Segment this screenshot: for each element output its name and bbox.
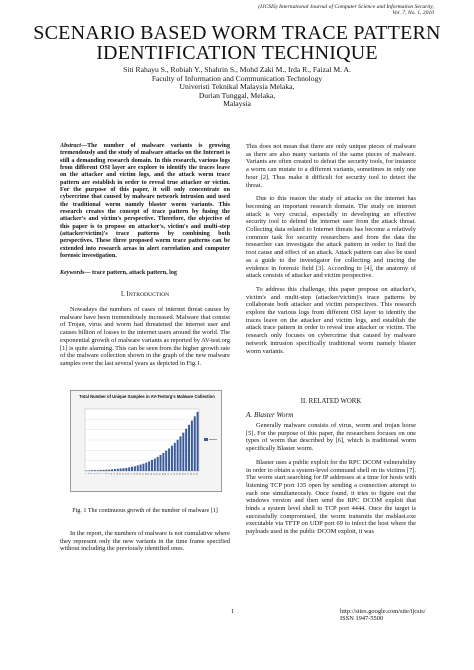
x-tick-label: 17 bbox=[131, 473, 134, 476]
journal-volume: Vol. 7, No. 1, 2010 bbox=[392, 10, 434, 17]
x-tick-label: 20 bbox=[139, 473, 142, 476]
chart-bar bbox=[111, 469, 113, 471]
subsection-title: Blaster Worm bbox=[253, 411, 294, 419]
chart-bar bbox=[85, 470, 87, 471]
affiliation-city: Durian Tunggal, Melaka, bbox=[198, 90, 276, 100]
x-tick-label: 34 bbox=[179, 473, 182, 476]
x-tick-label: 16 bbox=[128, 473, 131, 476]
chart-bar bbox=[165, 451, 167, 471]
body-paragraph: Blaster uses a public exploit for the RPC DCOM vulnerability in order to obtain a system-level command shell on its victims [7]. The worm start searching for IP addresses at a time for hosts with listening TCP port 135 open by sending a connection attempt to each one simultaneously. Once found, it tries to figure out the windows version and then send the RPC DCOM exploit that binds a system level shell to TCP port 4444. Once the target is successfully compromised, the worm transmits the msblast.exe executable via TFTP on UDP port 69 to infect the host where the payloads used in the public DCOM exploit, it was bbox=[246, 458, 416, 536]
chart-bar bbox=[194, 416, 196, 471]
keywords-text: — trace pattern, attack pattern, log bbox=[84, 270, 177, 276]
section-number: I. bbox=[120, 291, 125, 298]
chart-bar bbox=[131, 467, 133, 471]
chart-bar bbox=[120, 468, 122, 471]
chart-bar bbox=[94, 470, 96, 471]
x-tick-label: 8 bbox=[105, 473, 108, 475]
section-title-rest: NTRODUCTION bbox=[128, 292, 170, 298]
footer-issn: ISSN 1947-5500 bbox=[340, 615, 384, 623]
chart-bar bbox=[88, 470, 90, 471]
body-paragraph: Generally malware consists of virus, worm and trojan horse [5]. For the purpose of this paper, the researchers focuses on one types of worm that described by [6], which is traditional worm specifically Blaster worm. bbox=[246, 422, 416, 453]
chart-bar bbox=[188, 425, 190, 471]
chart-bar bbox=[157, 457, 159, 471]
chart-bar bbox=[108, 470, 110, 471]
x-tick-label: 35 bbox=[182, 473, 185, 476]
x-tick-label: 33 bbox=[176, 473, 179, 476]
x-tick-label: 4 bbox=[93, 473, 96, 475]
body-paragraph: This does not mean that there are only unique pieces of malware as there are also many variants of the same pieces of malware. Variants are often created to defeat the security tools, for instance a worm can mutate to a different variants, sometimes in only one hour [2]. Thus make it difficult for security tool to detect the threat. bbox=[246, 143, 416, 189]
chart-bar bbox=[151, 460, 153, 471]
abstract-text: —The number of malware variants is growing tremendously and the study of malware attacks on the Internet is still a demanding research domain. In this research, various logs from different OSI layer are explore to identify the traces leave on the attacker and victim logs, and the attack worm trace pattern are establish in order to reveal true attacker or victim. For the purpose of this paper, it will only concentrate on cybercrime that caused by malware network intrusion and used the traditional worm namely blaster worm variants. This research creates the concept of trace pattern by fusing the attacker's and victim's perspective. Therefore, the objective of this paper is to propose on attacker's, victim's and multi-step (attacker/victim)'s trace patterns by combining both perspectives. These three proposed worm trace patterns can be extended into research areas in alert correlation and computer forensic investigation. bbox=[60, 143, 230, 260]
x-tick-label: 5 bbox=[96, 473, 99, 475]
chart-bar bbox=[185, 429, 187, 471]
intro-paragraph: Nowadays the numbers of cases of internet threat causes by malware have been tremendously increased. Malware that consist of Trojan, virus and worm had threatened the internet user and causes billion of losses to the internet users around the world. The exponential growth of malware variants as reported by AV-test.org [1] is quite alarming. This can be seen from the higher growth rate of the malware collection shown in the graph of the new malware samples over the last several years as depicted in Fig.1. bbox=[60, 306, 230, 367]
x-tick-label: 36 bbox=[185, 473, 188, 476]
journal-name: (IJCSIS) International Journal of Computer Science and Information Security, bbox=[258, 4, 434, 10]
author-block bbox=[40, 66, 434, 109]
x-tick-label: 22 bbox=[145, 473, 148, 476]
chart-bar bbox=[105, 470, 107, 471]
legend-swatch bbox=[204, 438, 208, 441]
chart-bar bbox=[103, 470, 105, 471]
chart-bar bbox=[91, 470, 93, 471]
chart-bar bbox=[100, 470, 102, 471]
x-tick-label: 6 bbox=[99, 473, 102, 475]
chart-bar bbox=[177, 440, 179, 471]
page-number: 1 bbox=[231, 608, 235, 615]
chart-bar bbox=[191, 421, 193, 471]
x-tick-label: 32 bbox=[173, 473, 176, 476]
x-tick-label: 26 bbox=[156, 473, 159, 476]
x-tick-label: 3 bbox=[91, 473, 94, 475]
subsection-letter: A. bbox=[246, 411, 253, 419]
affiliation-faculty: Faculty of Information and Communication Technology bbox=[151, 73, 323, 83]
x-tick-label: 37 bbox=[188, 473, 191, 476]
blaster-worm-body bbox=[246, 422, 416, 542]
chart-bar bbox=[174, 443, 176, 471]
intro-continued bbox=[60, 530, 230, 559]
x-tick-label: 10 bbox=[111, 473, 114, 476]
x-tick-label: 18 bbox=[133, 473, 136, 476]
chart-bar bbox=[134, 466, 136, 471]
paper-title bbox=[20, 23, 454, 63]
x-tick-label: 19 bbox=[136, 473, 139, 476]
footer-url[interactable]: http://sites.google.com/site/ijcsis/ bbox=[340, 608, 426, 615]
subsection-heading-blaster bbox=[246, 411, 416, 419]
author-names: Siti Rahayu S., Robiah Y., Shahrin S., Mohd Zaki M., Irda R., Faizal M. A. bbox=[123, 65, 351, 74]
chart-bar bbox=[117, 469, 119, 471]
x-tick-label: 38 bbox=[190, 473, 193, 476]
x-tick-label: 31 bbox=[170, 473, 173, 476]
chart-bar bbox=[97, 470, 99, 471]
chart-bar bbox=[128, 467, 130, 471]
journal-header bbox=[34, 4, 434, 17]
chart-bar bbox=[154, 459, 156, 471]
x-tick-label: 9 bbox=[108, 473, 111, 475]
x-tick-label: 1 bbox=[85, 473, 88, 475]
chart-bar bbox=[148, 461, 150, 471]
legend-label-mark bbox=[209, 439, 217, 440]
chart-bar bbox=[197, 412, 199, 471]
x-tick-label: 24 bbox=[150, 473, 153, 476]
body-paragraph: To address this challenge, this paper propose on attacker's, victim's and multi-step (attacker/victim)'s trace patterns by collaborate both attacker and victim perspectives. This research explore the various logs from different OSI layer to identify the traces leave on the attacker and victim logs, and establish the attack trace pattern in order to reveal true attacker or victim. The research only focuses on cybercrime that caused by malware network intrusion specifically traditional worm namely blaster worm variants. bbox=[246, 285, 416, 355]
title-line-2: IDENTIFICATION TECHNIQUE bbox=[96, 42, 378, 64]
section-heading-related-work: II. RELATED WORK bbox=[300, 398, 362, 405]
chart-bar bbox=[142, 464, 144, 471]
x-tick-label: 30 bbox=[168, 473, 171, 476]
chart-bar bbox=[140, 465, 142, 471]
footer-url-block bbox=[340, 608, 426, 623]
section-first-letter: I bbox=[126, 291, 129, 298]
x-tick-label: 21 bbox=[142, 473, 145, 476]
chart-bar bbox=[114, 469, 116, 471]
keywords-label: Keywords bbox=[60, 270, 85, 276]
chart-bar bbox=[137, 465, 139, 471]
abstract bbox=[60, 143, 230, 261]
chart-bar bbox=[171, 446, 173, 471]
chart-bar bbox=[125, 468, 127, 471]
x-tick-label: 23 bbox=[148, 473, 151, 476]
x-tick-label: 39 bbox=[193, 473, 196, 476]
section-heading-introduction bbox=[60, 291, 230, 298]
chart-bar bbox=[168, 448, 170, 471]
x-tick-label: 13 bbox=[119, 473, 122, 476]
bar-chart bbox=[71, 391, 221, 491]
figure-caption: Fig. 1 The continuous growth of the number of malware [1] bbox=[72, 508, 218, 514]
body-paragraph: Due to this reason the study of attacks on the internet has becoming an important research domain. The study on internet attack is very crucial, especially in developing an effective security tool to defend the internet user from the attack threat. Collecting data related to Internet threats has become a relatively common task for security researchers and from the data the researcher can investigate the attack pattern in order to find the root cause and effect of an attack. Attack pattern can also be used as a guide to the investigator for collecting and tracing the evidence in forensic field [3]. According to [4], the anatomy of attack consists of attacker and victim perspective. bbox=[246, 195, 416, 280]
affiliation-country: Malaysia bbox=[223, 99, 251, 109]
intro-paragraph: In the report, the numbers of malware is not cumulative where they represent only the new variants in the time frame specified without including the previously identified ones. bbox=[60, 530, 230, 553]
title-line-1: SCENARIO BASED WORM TRACE PATTERN bbox=[33, 22, 441, 44]
x-tick-label: 14 bbox=[122, 473, 125, 476]
figure-chart bbox=[70, 390, 222, 492]
x-tick-label: 25 bbox=[153, 473, 156, 476]
x-tick-label: 11 bbox=[113, 473, 116, 476]
x-tick-label: 7 bbox=[102, 473, 105, 475]
x-tick-label: 2 bbox=[88, 473, 91, 475]
chart-bar bbox=[182, 433, 184, 471]
x-tick-label: 27 bbox=[159, 473, 162, 476]
chart-bar bbox=[162, 453, 164, 471]
chart-title: Total Number of Unique Samples in AV-Testorg's Malware Collection bbox=[79, 394, 215, 399]
x-tick-label: 28 bbox=[162, 473, 165, 476]
x-tick-label: 12 bbox=[116, 473, 119, 476]
abstract-label: Abstract bbox=[60, 143, 81, 149]
x-tick-label: 40 bbox=[196, 473, 199, 476]
chart-bar bbox=[160, 455, 162, 471]
keywords bbox=[60, 270, 230, 278]
chart-bar bbox=[179, 436, 181, 471]
affiliation-university: Univeristi Teknikal Malaysia Melaka, bbox=[179, 82, 295, 92]
x-tick-label: 15 bbox=[125, 473, 128, 476]
chart-bar bbox=[145, 463, 147, 471]
chart-bar bbox=[122, 468, 124, 471]
right-column-body bbox=[246, 143, 416, 361]
x-tick-label: 29 bbox=[165, 473, 168, 476]
introduction-body bbox=[60, 306, 230, 374]
